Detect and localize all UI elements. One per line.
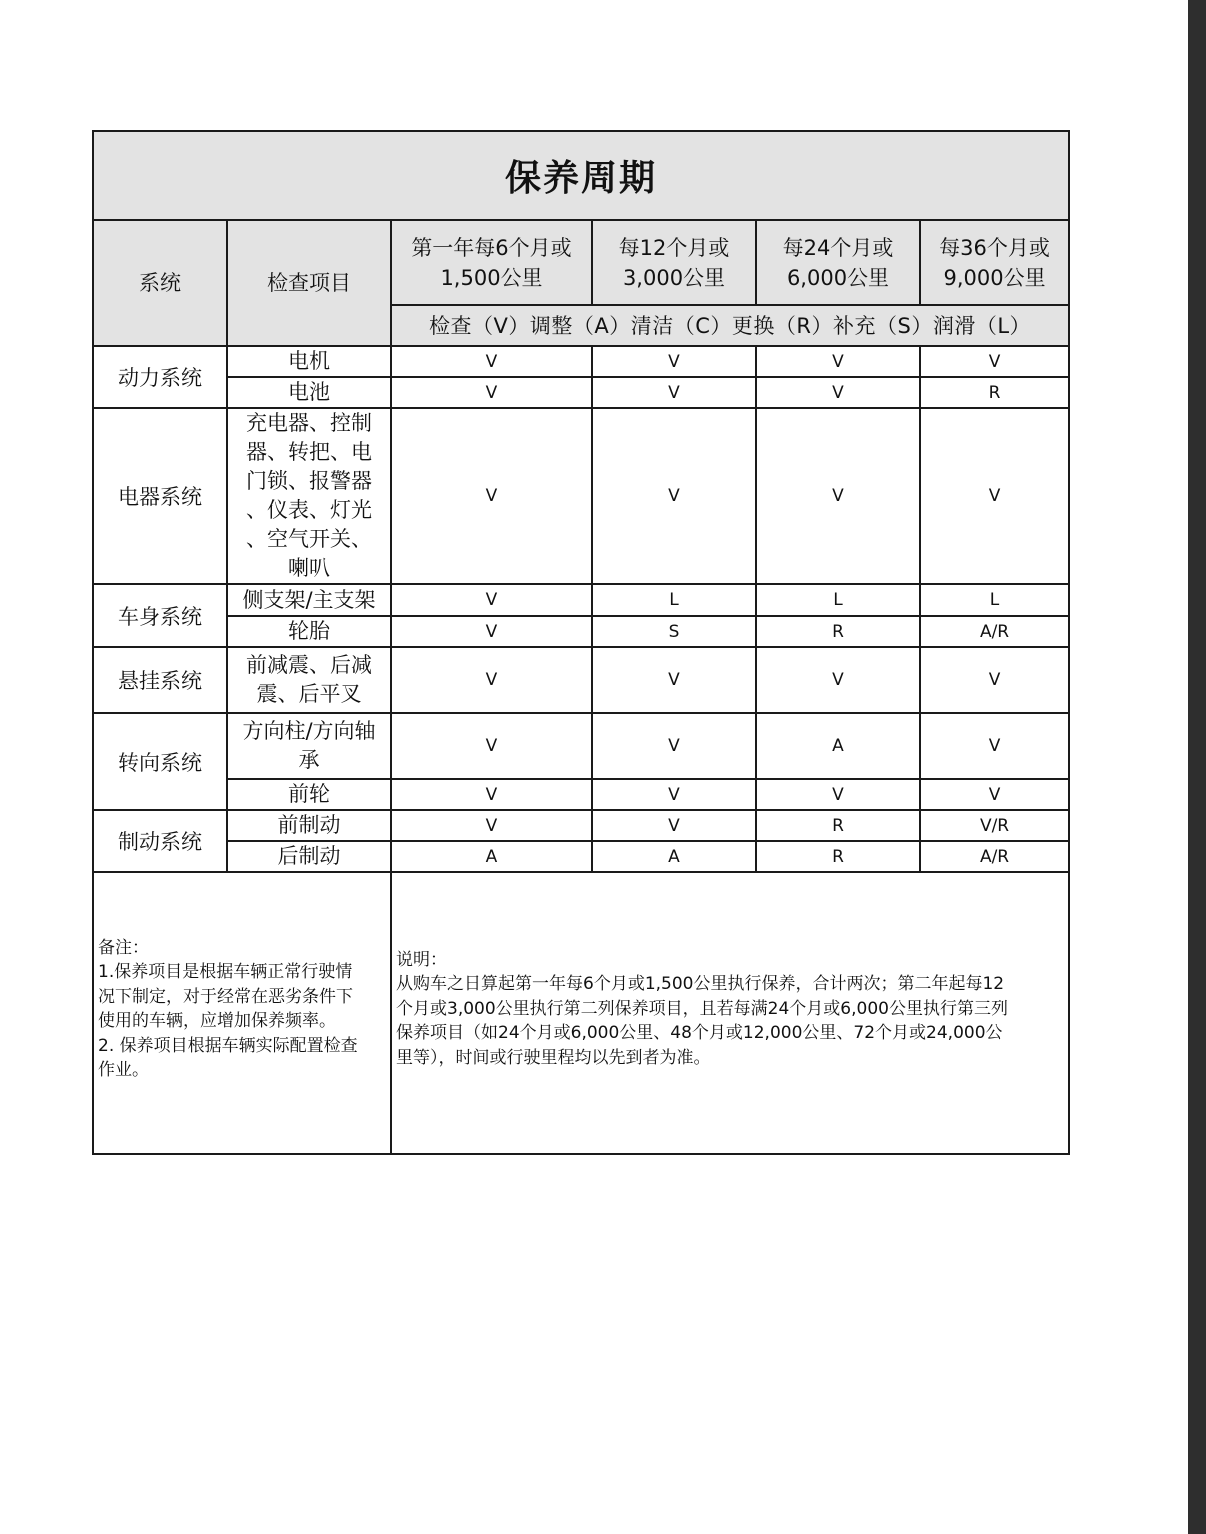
header-period-3-line-2: 6,000公里: [786, 265, 890, 290]
value-cell: V: [391, 779, 592, 810]
check-item-line: 电机: [288, 349, 330, 373]
header-period-4-line-2: 9,000公里: [943, 265, 1046, 290]
value-cell: V: [920, 779, 1069, 810]
check-item: [227, 346, 391, 377]
header-period-1: [391, 220, 592, 305]
value-cell: V: [920, 408, 1069, 584]
header-period-2-line-1: 每12个月或: [618, 235, 730, 260]
check-item-line: 、空气开关、: [246, 527, 372, 551]
header-period-2-line-2: 3,000公里: [622, 265, 726, 290]
system-name: 动力系统: [93, 346, 227, 408]
check-item: [227, 616, 391, 647]
header-period-1-line-1: 第一年每6个月或: [411, 235, 572, 260]
header-system: 系统: [93, 220, 227, 346]
value-cell: L: [920, 584, 1069, 616]
check-item-line: 、仪表、灯光: [246, 498, 372, 522]
check-item-line: 承: [298, 748, 320, 772]
value-cell: V: [756, 408, 920, 584]
scrollbar-track[interactable]: [1188, 0, 1206, 1534]
remarks-line: 备注：: [98, 937, 149, 958]
check-item-line: 喇叭: [288, 556, 330, 580]
check-item-line: 前制动: [277, 813, 341, 837]
check-item: [227, 408, 391, 584]
value-cell: V: [592, 810, 756, 841]
check-item-line: 充电器、控制: [246, 411, 372, 435]
remarks-line: 作业。: [98, 1060, 149, 1080]
legend: 检查（V）调整（A）清洁（C）更换（R）补充（S）润滑（L）: [391, 305, 1069, 346]
value-cell: V: [920, 713, 1069, 779]
value-cell: R: [756, 616, 920, 647]
check-item-line: 方向柱/方向轴: [242, 719, 376, 743]
check-item: [227, 810, 391, 841]
value-cell: A/R: [920, 841, 1069, 872]
value-cell: V: [756, 779, 920, 810]
value-cell: S: [592, 616, 756, 647]
header-period-2: [592, 220, 756, 305]
check-item: [227, 377, 391, 408]
value-cell: A: [592, 841, 756, 872]
value-cell: A: [391, 841, 592, 872]
value-cell: V: [756, 647, 920, 713]
value-cell: V: [592, 713, 756, 779]
header-item: 检查项目: [227, 220, 391, 346]
value-cell: V: [391, 408, 592, 584]
header-period-3: [756, 220, 920, 305]
check-item-line: 门锁、报警器: [246, 469, 372, 493]
remarks-line: 使用的车辆，应增加保养频率。: [98, 1011, 336, 1031]
check-item-line: 前减震、后减: [246, 653, 372, 677]
explanation-note: [391, 872, 1069, 1154]
value-cell: V: [391, 584, 592, 616]
value-cell: V: [391, 346, 592, 377]
value-cell: V: [592, 779, 756, 810]
system-name: 电器系统: [93, 408, 227, 584]
value-cell: R: [756, 810, 920, 841]
check-item-line: 侧支架/主支架: [242, 587, 376, 612]
value-cell: A/R: [920, 616, 1069, 647]
check-item: [227, 841, 391, 872]
check-item-line: 震、后平叉: [256, 682, 362, 706]
check-item: [227, 584, 391, 616]
remarks-line: 2. 保养项目根据车辆实际配置检查: [98, 1035, 358, 1056]
check-item: [227, 713, 391, 779]
header-period-1-line-2: 1,500公里: [440, 265, 543, 290]
value-cell: V: [391, 713, 592, 779]
value-cell: V: [592, 377, 756, 408]
check-item-line: 轮胎: [288, 619, 330, 643]
value-cell: V/R: [920, 810, 1069, 841]
value-cell: V: [391, 810, 592, 841]
check-item: [227, 779, 391, 810]
value-cell: V: [592, 647, 756, 713]
maintenance-schedule-table: [92, 130, 1070, 1155]
explanation-line: 里等），时间或行驶里程均以先到者为准。: [396, 1047, 711, 1068]
check-item-line: 前轮: [288, 782, 330, 806]
explanation-line: 说明：: [396, 949, 447, 970]
value-cell: L: [592, 584, 756, 616]
check-item-line: 电池: [288, 380, 330, 404]
value-cell: V: [391, 377, 592, 408]
header-period-4-line-1: 每36个月或: [939, 235, 1050, 260]
value-cell: V: [756, 346, 920, 377]
system-name: 转向系统: [93, 713, 227, 810]
explanation-line: 保养项目（如24个月或6,000公里、48个月或12,000公里、72个月或24,000公: [396, 1023, 1003, 1044]
explanation-line: 从购车之日算起第一年每6个月或1,500公里执行保养，合计两次；第二年起每12: [396, 974, 1005, 995]
value-cell: R: [756, 841, 920, 872]
value-cell: V: [391, 647, 592, 713]
value-cell: L: [756, 584, 920, 616]
check-item-line: 后制动: [277, 844, 341, 868]
explanation-line: 个月或3,000公里执行第二列保养项目，且若每满24个月或6,000公里执行第三列: [396, 998, 1008, 1019]
check-item-line: 器、转把、电: [246, 440, 372, 464]
remarks-line: 况下制定，对于经常在恶劣条件下: [98, 986, 353, 1007]
header-period-4: [920, 220, 1069, 305]
table-title: 保养周期: [93, 131, 1069, 220]
value-cell: V: [592, 408, 756, 584]
remarks-line: 1.保养项目是根据车辆正常行驶情: [98, 962, 353, 982]
value-cell: V: [592, 346, 756, 377]
value-cell: V: [391, 616, 592, 647]
value-cell: V: [920, 346, 1069, 377]
system-name: 车身系统: [93, 584, 227, 647]
value-cell: V: [920, 647, 1069, 713]
system-name: 悬挂系统: [93, 647, 227, 713]
header-period-3-line-1: 每24个月或: [782, 235, 894, 260]
value-cell: A: [756, 713, 920, 779]
remarks-note: [93, 872, 391, 1154]
value-cell: V: [756, 377, 920, 408]
value-cell: R: [920, 377, 1069, 408]
check-item: [227, 647, 391, 713]
system-name: 制动系统: [93, 810, 227, 872]
